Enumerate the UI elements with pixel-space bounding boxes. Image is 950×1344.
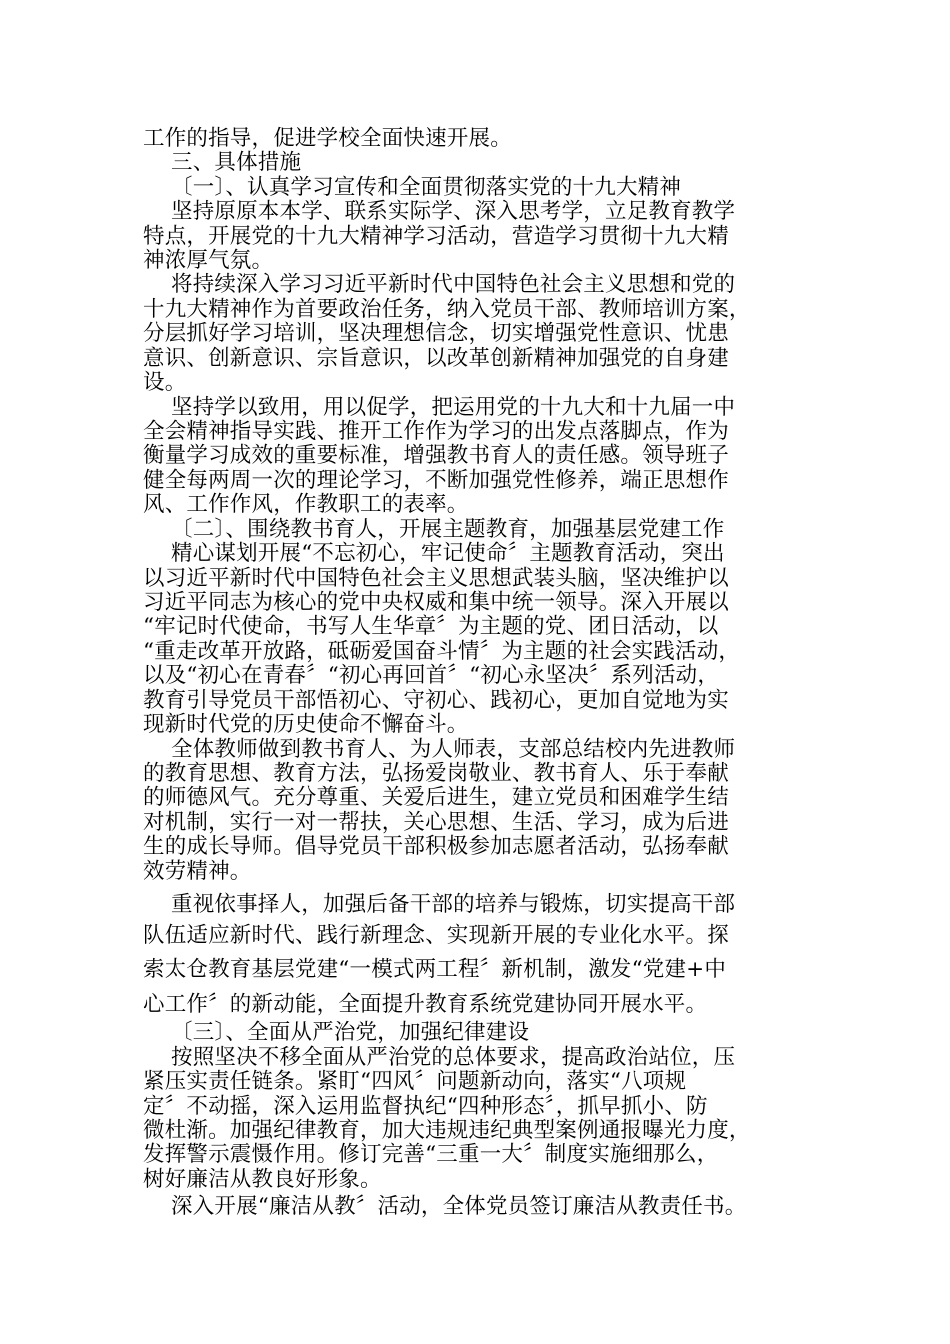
text-line: 的师德风气。充分尊重、关爱后进生，建立党员和困难学生结 (143, 785, 729, 810)
text-line: 习近平同志为核心的党中央权威和集中统一领导。深入开展以 (143, 590, 729, 615)
text-line: 重视依事择人，加强后备干部的培养与锻炼，切实提高干部 (171, 892, 736, 917)
text-line: 索太仓教育基层党建“一模式两工程〞新机制，激发“党建+中 (143, 957, 727, 982)
text-line: 分层抓好学习培训，坚决理想信念，切实增强党性意识、忧患 (143, 321, 729, 346)
text-line: 效劳精神。 (143, 859, 252, 884)
text-line: 队伍适应新时代、践行新理念、实现新开展的专业化水平。探 (143, 923, 729, 948)
text-line: 的教育思想、教育方法，弘扬爱岗敬业、教书育人、乐于奉献 (143, 761, 729, 786)
text-line: 坚持原原本本学、联系实际学、深入思考学，立足教育教学 (171, 199, 736, 224)
text-line: 风、工作作风，作教职工的表率。 (143, 492, 469, 517)
text-line: 发挥警示震慑作用。修订完善“三重一大〞制度实施细那么， (143, 1142, 719, 1167)
section-heading: 三、具体措施 (171, 150, 302, 175)
text-line: 生的成长导师。倡导党员干部积极参加志愿者活动，弘扬奉献 (143, 834, 729, 859)
text-line: 设。 (143, 370, 187, 395)
text-line: 定〞不动摇，深入运用监督执纪“四种形态〞，抓早抓小、防 (143, 1094, 708, 1119)
text-line: 健全每两周一次的理论学习，不断加强党性修养，端正思想作 (143, 468, 729, 493)
text-line: 对机制，实行一对一帮扶，关心思想、生活、学习，成为后进 (143, 810, 729, 835)
text-line: 坚持学以致用，用以促学，把运用党的十九大和十九届一中 (171, 395, 736, 420)
text-line: 十九大精神作为首要政治任务，纳入党员干部、教师培训方案， (143, 297, 751, 322)
text-line: 心工作〞的新动能，全面提升教育系统党建协同开展水平。 (143, 992, 708, 1017)
subsection-heading: 〔三〕、全面从严治党，加强纪律建设 (171, 1020, 530, 1045)
text-line: 树好廉洁从教良好形象。 (143, 1167, 382, 1192)
text-line: 将持续深入学习习近平新时代中国特色社会主义思想和党的 (171, 272, 736, 297)
text-line: 全会精神指导实践、推开工作作为学习的出发点落脚点，作为 (143, 419, 729, 444)
text-line: 衡量学习成效的重要标准，增强教书育人的责任感。领导班子 (143, 443, 729, 468)
subsection-heading: 〔二〕、围绕教书育人，开展主题教育，加强基层党建工作 (171, 517, 725, 542)
text-line: 意识、创新意识、宗旨意识，以改革创新精神加强党的自身建 (143, 346, 729, 371)
text-line: 紧压实责任链条。紧盯“四风〞问题新动向，落实“八项规 (143, 1069, 687, 1094)
text-line: 微杜渐。加强纪律教育，加大违规违纪典型案例通报曝光力度， (143, 1118, 751, 1143)
text-line: 教育引导党员干部悟初心、守初心、践初心，更加自觉地为实 (143, 688, 729, 713)
text-line: 特点，开展党的十九大精神学习活动，营造学习贯彻十九大精 (143, 224, 729, 249)
text-line: 现新时代党的历史使命不懈奋斗。 (143, 712, 469, 737)
text-line: “牢记时代使命，书写人生华章〞为主题的党、团日活动，以 (143, 614, 719, 639)
text-line: 工作的指导，促进学校全面快速开展。 (143, 126, 512, 151)
text-line: 全体教师做到教书育人、为人师表，支部总结校内先进教师 (171, 737, 736, 762)
text-line: 以习近平新时代中国特色社会主义思想武装头脑，坚决维护以 (143, 566, 729, 591)
text-line: 以及“初心在青春〞“初心再回首〞“初心永坚决〞系列活动， (143, 663, 720, 688)
text-line: 深入开展“廉洁从教〞活动，全体党员签订廉洁从教责任书。 (171, 1194, 747, 1219)
text-line: 按照坚决不移全面从严治党的总体要求，提高政治站位，压 (171, 1045, 736, 1070)
text-line: 精心谋划开展“不忘初心，牢记使命〞主题教育活动，突出 (171, 541, 725, 566)
text-line: “重走改革开放路，砥砺爱国奋斗情〞为主题的社会实践活动， (143, 639, 741, 664)
subsection-heading: 〔一〕、认真学习宣传和全面贯彻落实党的十九大精神 (171, 175, 682, 200)
text-line: 神浓厚气氛。 (143, 248, 274, 273)
